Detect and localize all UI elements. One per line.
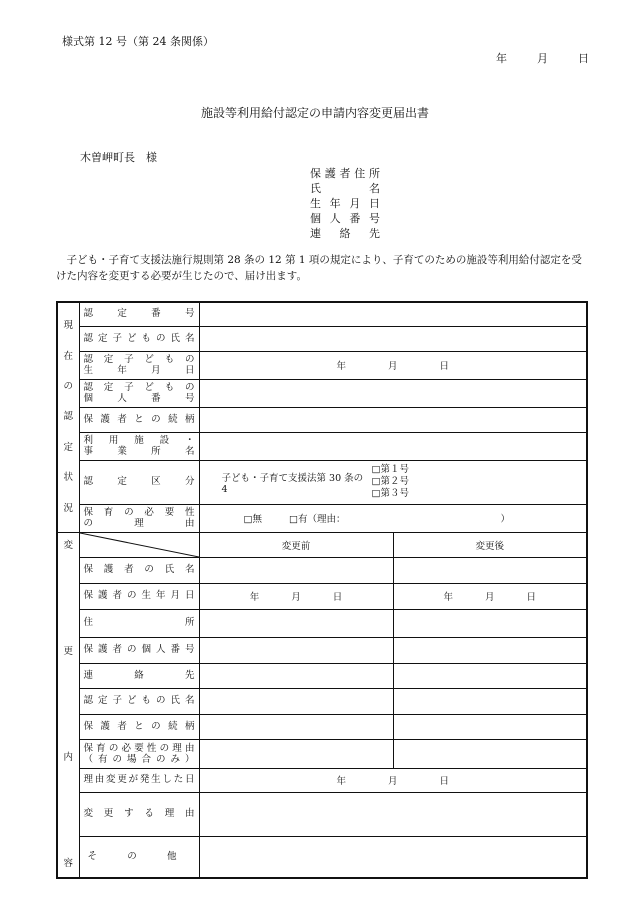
category-option-2[interactable]: □第２号 xyxy=(371,476,409,487)
before-relationship[interactable] xyxy=(199,714,393,739)
field-other[interactable] xyxy=(199,836,587,878)
addressee: 木曽岬町長 様 xyxy=(80,151,157,164)
necessity-close: ） xyxy=(500,514,511,525)
label-necessity-2: の理由 xyxy=(83,518,195,529)
applicant-dob-label: 生年月日 xyxy=(310,197,380,210)
field-necessity xyxy=(199,504,587,532)
label-address: 住所 xyxy=(83,617,195,628)
after-guardian-number[interactable] xyxy=(393,637,587,663)
field-child-number[interactable] xyxy=(199,379,587,407)
before-guardian-dob[interactable]: 年 月 日 xyxy=(199,583,393,609)
field-change-date[interactable]: 年 月 日 xyxy=(199,768,587,792)
applicant-contact-label: 連絡先 xyxy=(310,227,380,240)
label-necessity-1: 保育の必要性 xyxy=(83,507,195,518)
dob-day: 日 xyxy=(439,361,450,372)
label-guardian-dob: 保護者の生年月日 xyxy=(83,590,195,601)
label-necessity-change-2: （有の場合のみ） xyxy=(83,753,195,765)
col-before-header: 変更前 xyxy=(199,532,393,557)
label-child-number-1: 認定子どもの xyxy=(83,382,195,393)
dob-month: 月 xyxy=(387,361,398,372)
form-table xyxy=(56,301,588,879)
applicant-fields xyxy=(310,165,390,240)
before-address[interactable] xyxy=(199,609,393,637)
before-contact[interactable] xyxy=(199,663,393,688)
label-certification-number: 認定番号 xyxy=(83,308,195,320)
applicant-name-label: 氏名 xyxy=(310,182,380,195)
label-child-name: 認定子どもの氏名 xyxy=(83,332,195,344)
label-change-reason: 変更する理由 xyxy=(83,808,195,819)
dob-year: 年 xyxy=(336,361,346,372)
field-child-dob[interactable] xyxy=(199,351,587,379)
category-option-1[interactable]: □第１号 xyxy=(371,464,409,475)
date-day: 日 xyxy=(578,52,589,65)
diagonal-header-cell xyxy=(79,532,199,557)
after-contact[interactable] xyxy=(393,663,587,688)
field-facility[interactable] xyxy=(199,432,587,460)
field-certification-number[interactable] xyxy=(199,302,587,326)
after-relationship[interactable] xyxy=(393,714,587,739)
label-relationship-change: 保護者との続柄 xyxy=(83,720,195,732)
after-address[interactable] xyxy=(393,609,587,637)
side-label-change: 変 更 内 容 xyxy=(57,532,79,878)
col-after-header: 変更後 xyxy=(393,532,587,557)
category-law: 子ども・子育て支援法第 30 条の 4 xyxy=(221,472,364,495)
before-child-name[interactable] xyxy=(199,688,393,714)
label-relationship: 保護者との続柄 xyxy=(83,413,195,425)
submission-date xyxy=(496,50,589,66)
necessity-yes-checkbox[interactable]: □有（理由： xyxy=(289,514,346,525)
label-guardian-number: 保護者の個人番号 xyxy=(83,644,195,655)
label-child-dob-2: 生年月日 xyxy=(83,365,195,376)
applicant-address-label: 保護者住所 xyxy=(310,167,380,180)
field-category xyxy=(199,460,587,504)
diagonal-line xyxy=(80,533,199,557)
label-contact: 連絡先 xyxy=(83,669,195,681)
field-child-name[interactable] xyxy=(199,326,587,351)
label-child-number-2: 個人番号 xyxy=(83,393,195,404)
label-facility-1: 利用施設・ xyxy=(83,435,195,446)
form-number: 様式第 12 号（第 24 条関係） xyxy=(62,35,214,48)
field-relationship[interactable] xyxy=(199,407,587,432)
label-necessity-change-1: 保育の必要性の理由 xyxy=(83,742,195,754)
before-guardian-number[interactable] xyxy=(199,637,393,663)
necessity-none-checkbox[interactable]: □無 xyxy=(243,514,262,525)
date-month: 月 xyxy=(537,52,548,65)
document-title: 施設等利用給付認定の申請内容変更届出書 xyxy=(200,106,429,120)
side-label-current: 現 在 の 認 定 状 況 xyxy=(57,302,79,532)
label-change-date: 理由変更が発生した日 xyxy=(83,774,195,785)
label-child-dob-1: 認定子どもの xyxy=(83,354,195,365)
label-other: その他 xyxy=(87,850,177,862)
after-child-name[interactable] xyxy=(393,688,587,714)
label-facility-2: 事業所名 xyxy=(83,446,195,457)
label-child-name-change: 認定子どもの氏名 xyxy=(83,695,195,706)
date-year: 年 xyxy=(496,52,507,65)
field-change-reason[interactable] xyxy=(199,792,587,836)
statement-text: 子ども・子育て支援法施行規則第 28 条の 12 第 1 項の規定により、子育てのための施設等利用給付認定を受けた内容を変更する必要が生じたので、届け出ます。 xyxy=(56,254,582,282)
row-certification-number xyxy=(57,302,587,326)
before-guardian-name[interactable] xyxy=(199,557,393,583)
before-necessity[interactable] xyxy=(199,739,393,768)
label-guardian-name: 保護者の氏名 xyxy=(83,564,195,575)
applicant-number-label: 個人番号 xyxy=(310,212,380,225)
category-option-3[interactable]: □第３号 xyxy=(371,488,409,499)
label-category: 認定区分 xyxy=(83,476,195,487)
after-guardian-dob[interactable]: 年 月 日 xyxy=(393,583,587,609)
after-guardian-name[interactable] xyxy=(393,557,587,583)
after-necessity[interactable] xyxy=(393,739,587,768)
